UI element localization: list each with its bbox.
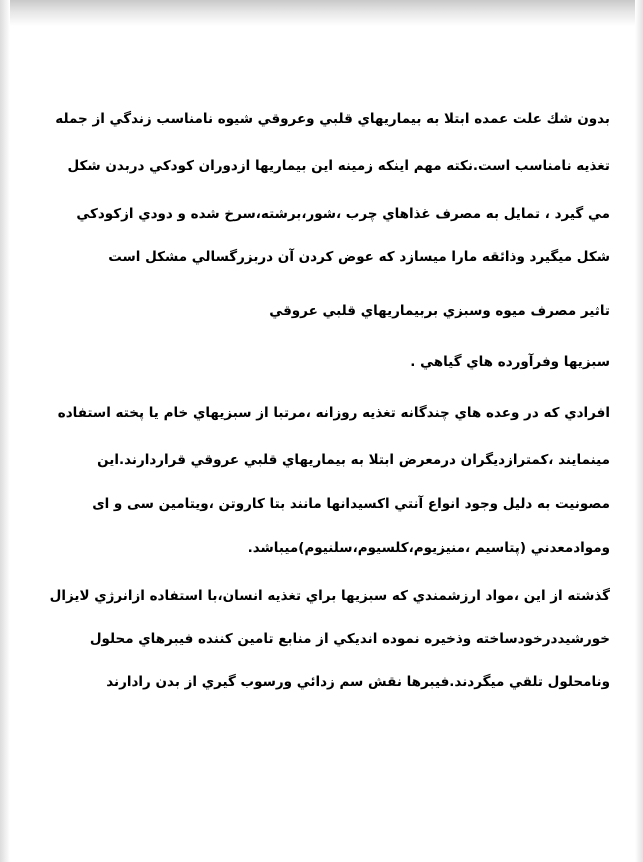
paragraph-line: ونامحلول تلقي ميگردند.فيبرها نقش سم زدائي ورسوب گيري از بدن رادارند [106, 674, 610, 690]
section-heading: سبزيها وفرآورده هاي گياهي . [410, 354, 610, 370]
paragraph-line: مي گيرد ، تمايل به مصرف غذاهاي چرب ،شور،برشته،سرخ شده و دودي ازكودكي [76, 206, 610, 222]
paragraph-line: بدون شك علت عمده ابتلا به بيماريهاي قلبي وعروقي شيوه نامناسب زندگي از جمله [55, 111, 610, 127]
paragraph-line: وموادمعدني (پتاسيم ،منيزيوم،كلسيوم،سلنيوم)ميباشد. [247, 540, 610, 556]
page-shadow-left [0, 0, 10, 862]
paragraph-line: تغذيه نامناسب است.نكته مهم اينكه زمينه اين بيماريها ازدوران كودكي دربدن شكل [67, 158, 610, 174]
paragraph-line: خورشيددرخودساخته وذخيره نموده انديكي از منابع تامين كننده فيبرهاي محلول [89, 631, 610, 647]
paragraph-line: شكل ميگيرد وذائقه مارا ميسازد كه عوض كردن آن دربزرگسالي مشكل است [108, 249, 610, 265]
paragraph-line: افرادي كه در وعده هاي چندگانه تغذيه روزانه ،مرتبا از سبزيهاي خام يا پخته استفاده [57, 405, 610, 421]
paragraph-line: مينمايند ،كمترازديگران درمعرض ابتلا به بيماريهاي قلبي عروقي قراردارند.اين [97, 452, 610, 468]
paragraph-line: مصونيت به دليل وجود انواع آنتي اكسيدانها مانند بتا كاروتن ،ويتامين سی و ای [92, 496, 610, 512]
page-shadow-top [0, 0, 643, 26]
paragraph-line: گذشته از اين ،مواد ارزشمندي كه سبزيها براي تغذيه انسان،با استفاده ازانرژي لايزال [49, 588, 610, 604]
page-shadow-right [635, 0, 643, 862]
section-heading: تاثير مصرف ميوه وسبزي بربيماريهاي قلبي عروقي [269, 303, 610, 319]
